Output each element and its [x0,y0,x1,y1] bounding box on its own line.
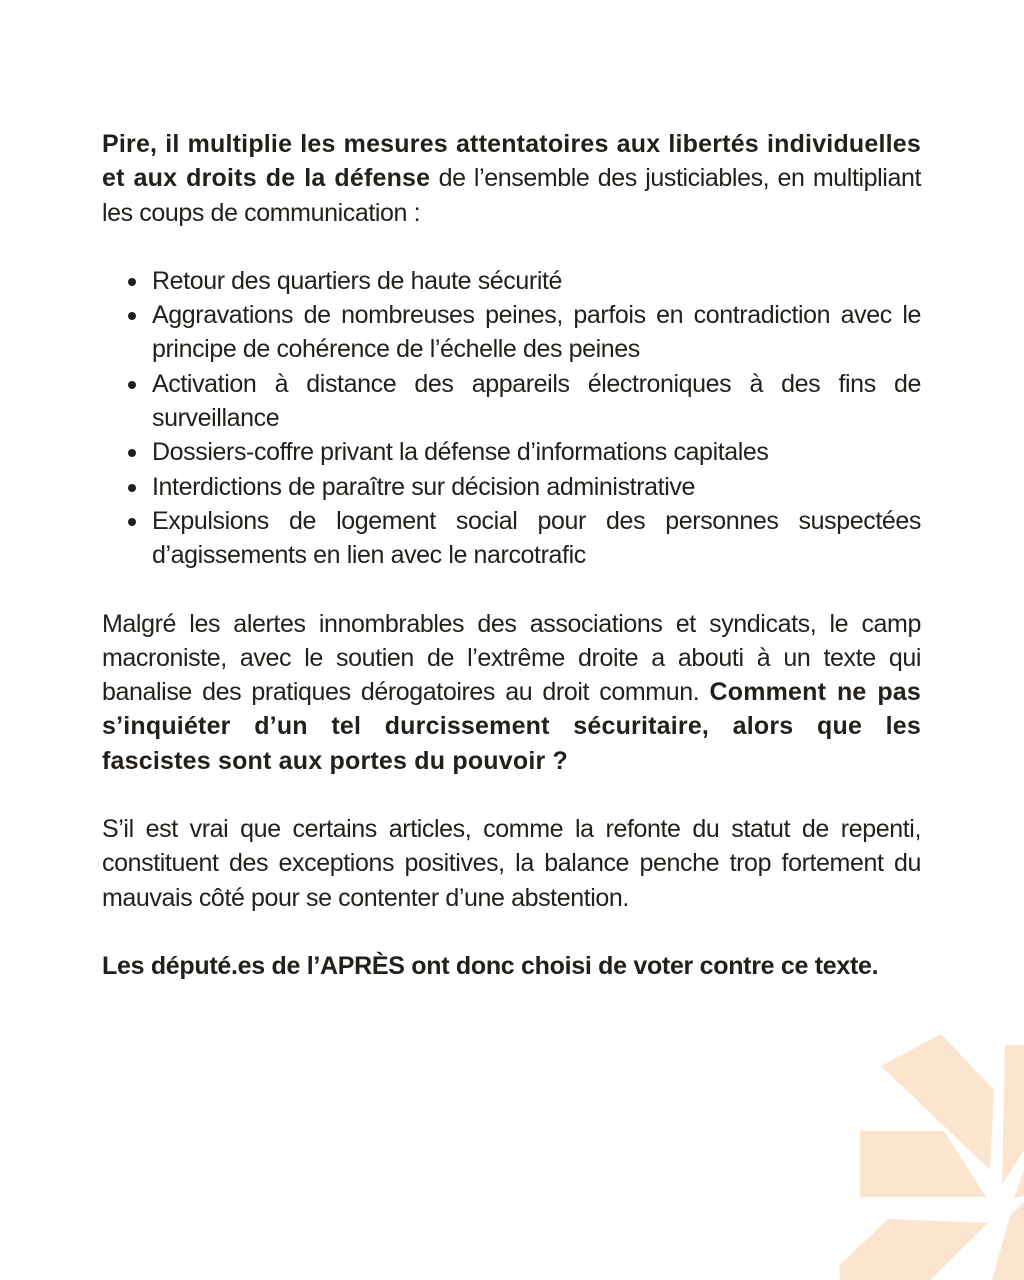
list-item [152,504,921,573]
spacer [102,230,921,264]
exceptions-paragraph: S’il est vrai que certains articles, comme la refonte du statut de repenti, constituent des exceptions positives, la balance penche trop fortement du mauvais côté pour se contenter d’une abstention. [102,815,921,912]
list-item [152,367,921,436]
alerts-bold-text: Comment ne pas s’inquiéter d’un tel durcissement sécuritaire, alors que les fascistes sont aux portes du pouvoir ? [102,678,921,775]
list-item [152,264,921,298]
alerts-paragraph [102,607,921,778]
logo-petal-right [1014,1170,1024,1198]
conclusion-paragraph: Les député.es de l’APRÈS ont donc choisi de voter contre ce texte. [102,951,879,980]
list-item-text: Aggravations de nombreuses peines, parfois en contradiction avec le principe de cohérence de l’échelle des peines [152,301,921,364]
list-item [152,470,921,504]
star-burst-logo-icon [814,1020,1024,1280]
logo-petal-bottom-left [839,1219,988,1280]
bullet-icon [128,312,136,320]
list-item-text: Dossiers-coffre privant la défense d’informations capitales [152,438,769,467]
list-item-text: Activation à distance des appareils électroniques à des fins de surveillance [152,369,921,433]
bullet-icon [128,278,136,286]
spacer [102,573,921,607]
spacer [102,915,921,949]
list-item-text: Interdictions de paraître sur décision administrative [152,472,695,501]
intro-paragraph [102,127,921,230]
list-item [152,298,921,367]
list-item [152,435,921,469]
measures-list [102,264,921,573]
list-item-text: Expulsions de logement social pour des personnes suspectées d’agissements en lien avec le narcotrafic [152,506,921,570]
bullet-icon [128,381,136,389]
logo-petal-bottom-right [992,1202,1024,1280]
bullet-icon [128,484,136,492]
alerts-regular-text: Malgré les alertes innombrables des associations et syndicats, le camp macroniste, avec le soutien de l’extrême droite a abouti à un texte qui banalise des pratiques dérogatoires au droit commun. [102,609,921,707]
intro-regular-text: de l’ensemble des justiciables, en multipliant les coups de communication : [102,164,922,227]
logo-petal-top-right [1002,1045,1024,1185]
spacer [102,778,921,812]
article-body [102,127,921,983]
bullet-icon [128,518,136,526]
list-item-text: Retour des quartiers de haute sécurité [152,266,563,295]
bullet-icon [128,449,136,457]
intro-bold-text: Pire, il multiplie les mesures attentatoires aux libertés individuelles et aux droits de la défense [102,130,921,193]
